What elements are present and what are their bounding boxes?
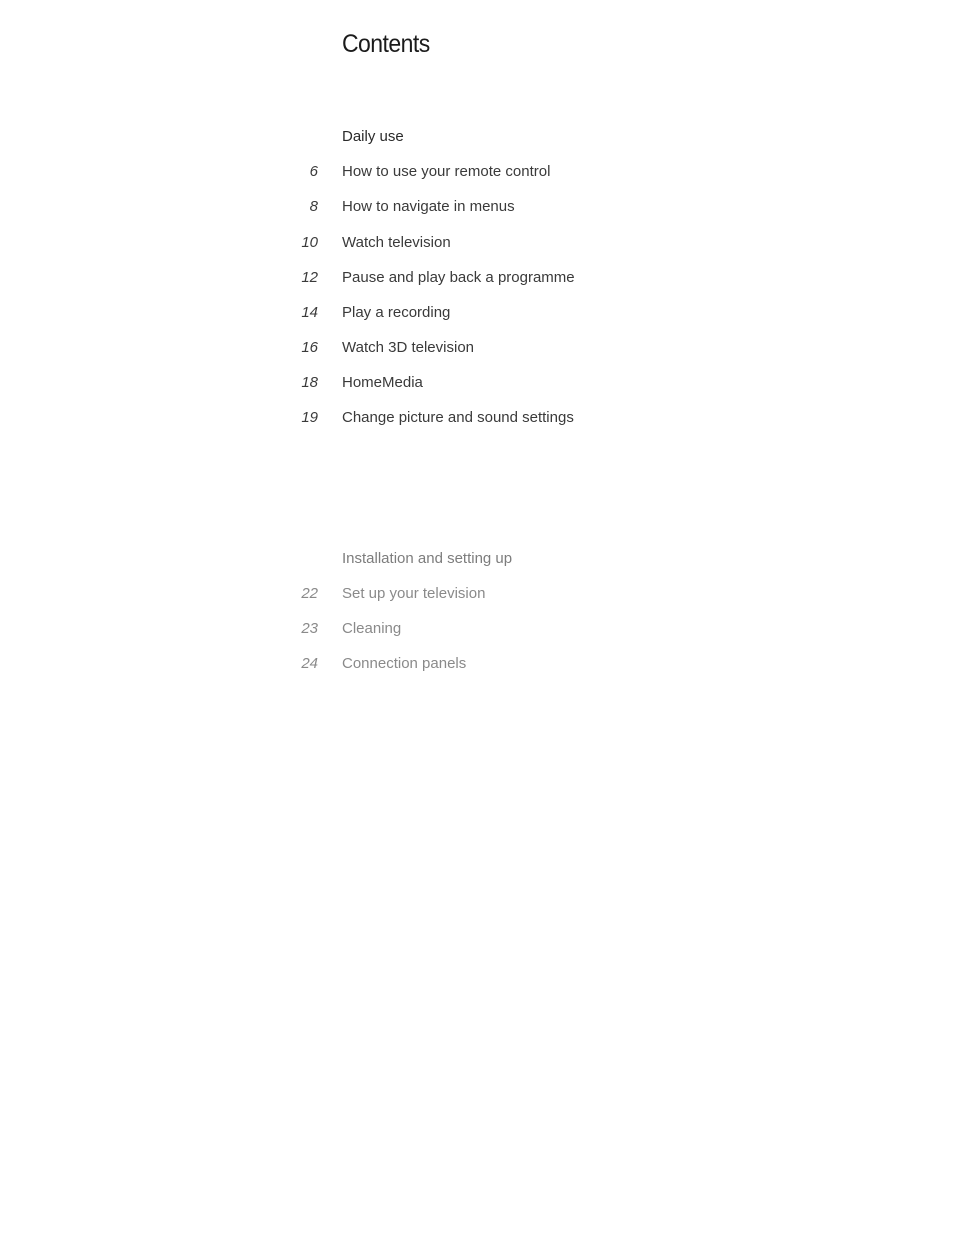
- section-heading: Daily use: [342, 128, 404, 145]
- toc-entry-label[interactable]: How to navigate in menus: [342, 198, 515, 215]
- toc-page-number: 14: [301, 304, 318, 321]
- toc-page-number: 10: [301, 234, 318, 251]
- toc-entry[interactable]: [0, 620, 954, 642]
- page-title: Contents: [342, 30, 430, 58]
- toc-entry[interactable]: [0, 374, 954, 396]
- toc-page-number: 12: [301, 269, 318, 286]
- toc-page-number: 6: [309, 163, 318, 180]
- toc-entry-label[interactable]: Watch television: [342, 234, 451, 251]
- toc-entry-label[interactable]: Watch 3D television: [342, 339, 474, 356]
- toc-entry[interactable]: [0, 304, 954, 326]
- toc-page-number: 19: [301, 409, 318, 426]
- toc-page-number: 18: [301, 374, 318, 391]
- toc-page-number: 16: [301, 339, 318, 356]
- toc-entry[interactable]: [0, 655, 954, 677]
- toc-entry-label[interactable]: Change picture and sound settings: [342, 409, 574, 426]
- toc-entry-label[interactable]: Pause and play back a programme: [342, 269, 575, 286]
- toc-entry[interactable]: [0, 198, 954, 220]
- toc-entry[interactable]: [0, 234, 954, 256]
- toc-page-number: 8: [309, 198, 318, 215]
- section-heading: Installation and setting up: [342, 550, 513, 567]
- toc-entry-label[interactable]: Play a recording: [342, 304, 451, 321]
- toc-page-number: 22: [301, 585, 318, 602]
- toc-entry-label[interactable]: HomeMedia: [342, 374, 423, 391]
- toc-entry-label[interactable]: How to use your remote control: [342, 163, 551, 180]
- toc-entry[interactable]: [0, 269, 954, 291]
- toc-entry-label[interactable]: Connection panels: [342, 655, 467, 672]
- toc-entry-label[interactable]: Cleaning: [342, 620, 402, 637]
- toc-page-number: 23: [301, 620, 318, 637]
- toc-page-number: 24: [301, 655, 318, 672]
- toc-entry[interactable]: [0, 585, 954, 607]
- toc-entry[interactable]: [0, 339, 954, 361]
- toc-entry[interactable]: [0, 409, 954, 431]
- toc-entry-label[interactable]: Set up your television: [342, 585, 486, 602]
- toc-entry[interactable]: [0, 163, 954, 185]
